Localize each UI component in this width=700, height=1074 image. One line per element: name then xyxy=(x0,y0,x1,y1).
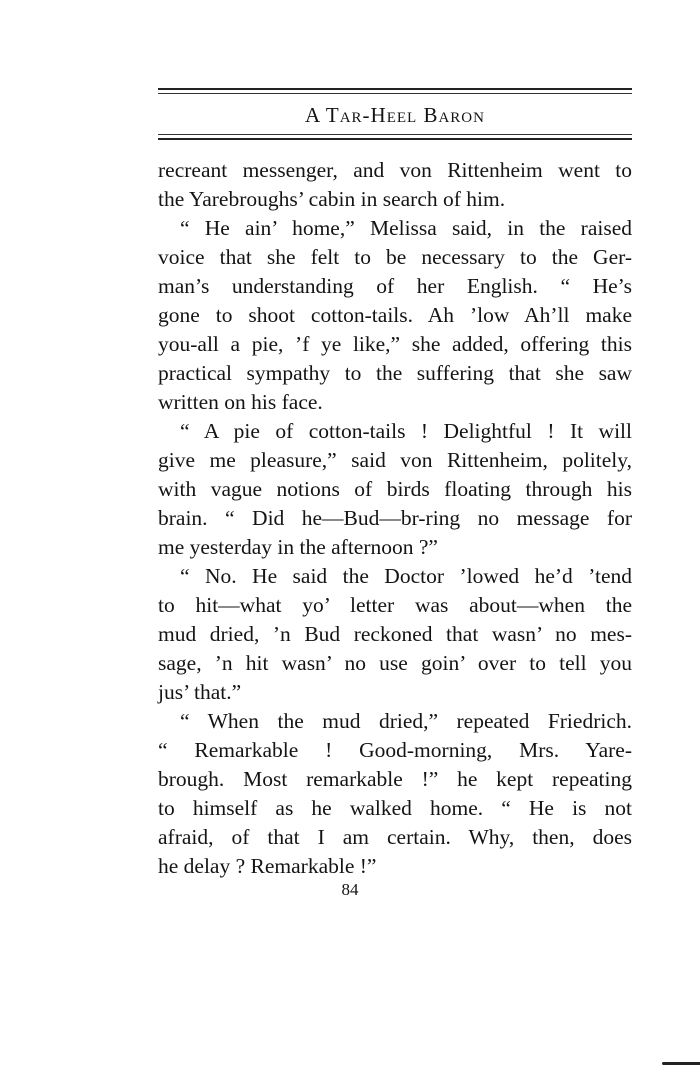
text-line: “ When the mud dried,” repeated Friedrich. xyxy=(180,709,632,733)
text-line: “ No. He said the Doctor ’lowed he’d ’tend xyxy=(180,564,632,588)
header-top-rule-thin xyxy=(158,93,632,94)
text-line: you-all a pie, ’f ye like,” she added, offering this xyxy=(158,332,632,356)
text-line: to hit—what yo’ letter was about—when the xyxy=(158,593,632,617)
header-bottom-rule xyxy=(158,138,632,140)
text-line: “ A pie of cotton-tails ! Delightful ! It will xyxy=(180,419,632,443)
running-header xyxy=(158,88,632,140)
text-line: with vague notions of birds floating through his xyxy=(158,477,632,501)
text-line: practical sympathy to the suffering that she saw xyxy=(158,361,632,385)
header-bottom-rule-thin xyxy=(158,134,632,135)
text-line: man’s understanding of her English. “ He’s xyxy=(158,274,632,298)
text-line: to himself as he walked home. “ He is not xyxy=(158,796,632,820)
text-line: “ Remarkable ! Good-morning, Mrs. Yare- xyxy=(158,738,632,762)
running-header-title: A Tar-Heel Baron xyxy=(305,103,485,127)
text-line: voice that she felt to be necessary to the Ger- xyxy=(158,245,632,269)
text-line: give me pleasure,” said von Rittenheim, politely, xyxy=(158,448,632,472)
text-line: recreant messenger, and von Rittenheim went to xyxy=(158,158,632,182)
text-line: written on his face. xyxy=(158,390,323,414)
text-line: mud dried, ’n Bud reckoned that wasn’ no mes- xyxy=(158,622,632,646)
text-line: me yesterday in the afternoon ?” xyxy=(158,535,438,559)
text-line: afraid, of that I am certain. Why, then, does xyxy=(158,825,632,849)
corner-scan-mark xyxy=(662,1062,700,1065)
text-line: he delay ? Remarkable !” xyxy=(158,854,377,878)
text-line: the Yarebroughs’ cabin in search of him. xyxy=(158,187,506,211)
header-top-rule xyxy=(158,88,632,90)
text-line: “ He ain’ home,” Melissa said, in the raised xyxy=(180,216,632,240)
text-line: sage, ’n hit wasn’ no use goin’ over to tell you xyxy=(158,651,632,675)
page-number: 84 xyxy=(341,880,359,899)
text-line: brain. “ Did he—Bud—br-ring no message for xyxy=(158,506,632,530)
text-line: jus’ that.” xyxy=(158,680,242,704)
text-line: brough. Most remarkable !” he kept repeating xyxy=(158,767,632,791)
text-line: gone to shoot cotton-tails. Ah ’low Ah’ll make xyxy=(158,303,632,327)
body-text xyxy=(158,156,632,881)
